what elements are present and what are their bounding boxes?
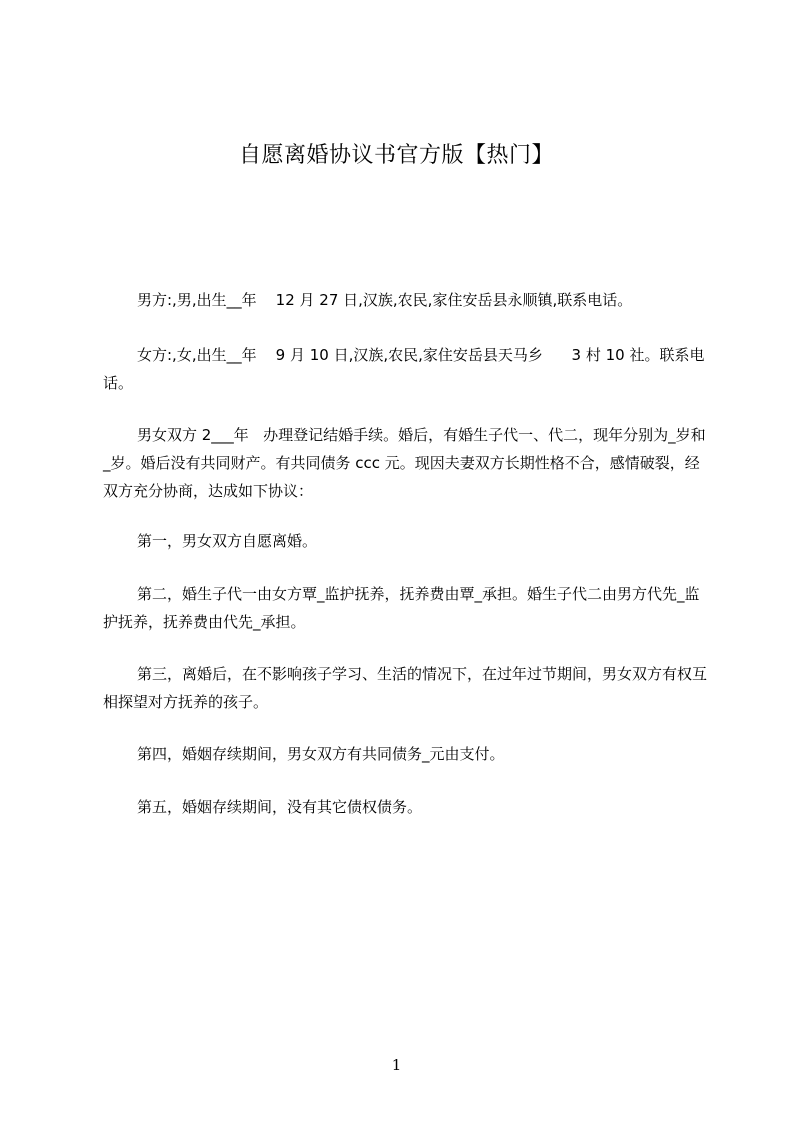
- paragraph-marriage-background: 男女双方 2___年 办理登记结婚手续。婚后，有婚生子代一、代二，现年分别为_岁和_岁。婚后没有共同财产。有共同债务 ccc 元。现因夫妻双方长期性格不合，感情破裂，经双方充分协商，达成如下协议：: [103, 426, 706, 500]
- clause-4: 第四，婚姻存续期间，男女双方有共同债务_元由支付。: [137, 745, 505, 763]
- paragraph-wife-info: 女方:,女,出生__年 9 月 10 日,汉族,农民,家住安岳县天马乡 3 村 10 社。联系电话。: [103, 346, 705, 392]
- page-number: 1: [391, 1056, 402, 1074]
- clause-1: 第一，男女双方自愿离婚。: [137, 532, 318, 550]
- clause-3: 第三，离婚后，在不影响孩子学习、生活的情况下，在过年过节期间，男女双方有权互相探望对方抚养的孩子。: [103, 665, 708, 711]
- paragraph-husband-info: 男方:,男,出生__年 12 月 27 日,汉族,农民,家住安岳县永顺镇,联系电话。: [137, 291, 633, 309]
- document-title: 自愿离婚协议书官方版【热门】: [238, 143, 554, 168]
- clause-2: 第二，婚生子代一由女方覃_监护抚养，抚养费由覃_承担。婚生子代二由男方代先_监护抚养，抚养费由代先_承担。: [103, 585, 700, 631]
- clause-5: 第五，婚姻存续期间，没有其它债权债务。: [137, 798, 423, 816]
